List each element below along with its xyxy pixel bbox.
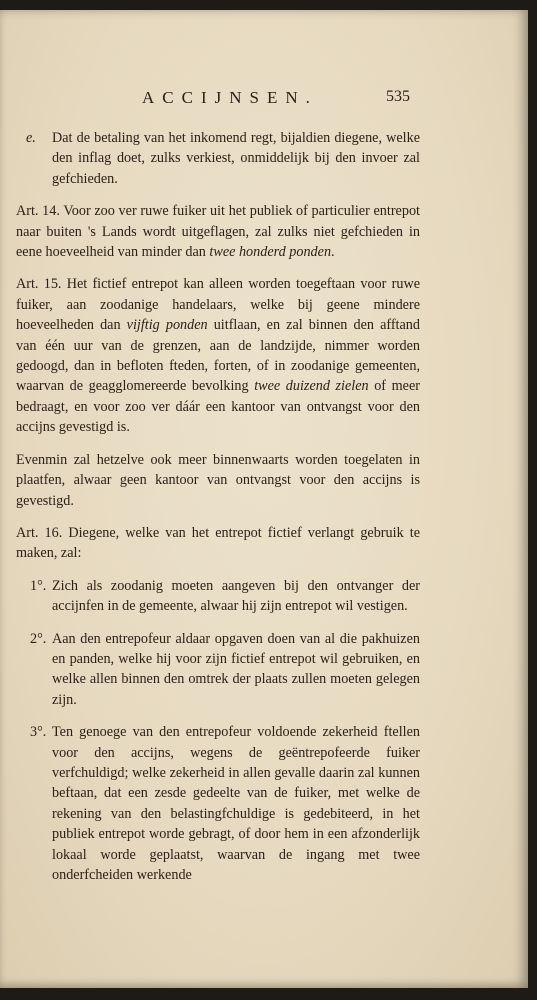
item-text: Zich als zoodanig moeten aangeven bij den ontvanger der accijnfen in de gemeente, alwaar hij zijn entrepot wil vestigen.: [52, 577, 420, 615]
list-item-3: [16, 722, 420, 885]
article-15: [16, 274, 420, 437]
article-15-part1: Art. 15. Het fictief entrepot kan alleen worden toegeftaan voor ruwe fuiker, aan zoodanige handelaars, welke bij geene mindere hoeveelheden dan: [16, 276, 420, 334]
article-15-part3: of meer bedraagt, en voor zoo ver dáár een kantoor van ontvangst voor den accijns gevestigd is.: [16, 378, 420, 436]
article-15-emphasis-1: vijftig ponden: [126, 317, 208, 334]
running-head: ACCIJNSEN.: [142, 88, 318, 107]
item-text: Ten genoege van den entrepofeur voldoende zekerheid ftellen voor den accijns, wegens de geëntrepofeerde fuiker verfchuldigd; welke zekerheid in allen gevalle daarin zal kunnen beftaan, dat een zesde gedeelte van de fuiker, met welke de rekening van den belastingfchuldige is gedebiteerd, in het publiek entrepot worde gebragt, of door hem in een afzonderlijk lokaal worde geplaatst, waarvan de ingang met twee onderfcheiden werkende: [52, 724, 420, 883]
item-text: Aan den entrepofeur aldaar opgaven doen van al die pakhuizen en panden, welke hij voor zijn fictief entrepot wil gebruiken, en welke allen binnen den omtrek der plaats zullen moeten gelegen zijn.: [52, 630, 420, 708]
list-item-1: [16, 576, 420, 617]
article-14-emphasis: twee honderd ponden: [209, 244, 332, 261]
paragraph-evenmin: Evenmin zal hetzelve ook meer binnenwaarts worden toegelaten in plaatfen, alwaar geen kantoor van ontvangst voor den accijns is gevestigd.: [16, 451, 420, 509]
list-item-e: [16, 128, 420, 189]
article-15-part2: uitflaan, en zal binnen den afftand van één uur van de grenzen, aan de landzijde, nimmer worden gedoogd, dan in befloten fteden, forten, of in zoodanige gemeenten, waarvan de geagglomereerde bevolking: [16, 317, 420, 395]
book-page: [0, 10, 528, 988]
list-item-2: [16, 629, 420, 711]
page-body: [16, 128, 420, 897]
article-15-emphasis-2: twee duizend zielen: [254, 378, 369, 395]
item-marker: 1°.: [30, 577, 47, 594]
item-marker: 3°.: [30, 724, 47, 741]
article-16: Art. 16. Diegene, welke van het entrepot fictief verlangt gebruik te maken, zal:: [16, 524, 420, 562]
item-marker: 2°.: [30, 630, 47, 647]
item-text: Dat de betaling van het inkomend regt, bijaldien diegene, welke den inflag doet, zulks verkiest, onmiddelijk bij den invoer zal gefchieden.: [52, 130, 420, 187]
page-header: [120, 88, 410, 114]
item-marker: e.: [26, 130, 36, 146]
page-number: 535: [386, 88, 410, 105]
article-14-end: .: [331, 244, 335, 261]
article-14-text: Art. 14. Voor zoo ver ruwe fuiker uit het publiek of particulier entrepot naar buiten 's Lands wordt uitgeflagen, zal zulks niet gefchieden in eene hoeveelheid van minder dan: [16, 203, 420, 261]
article-14: [16, 201, 420, 262]
